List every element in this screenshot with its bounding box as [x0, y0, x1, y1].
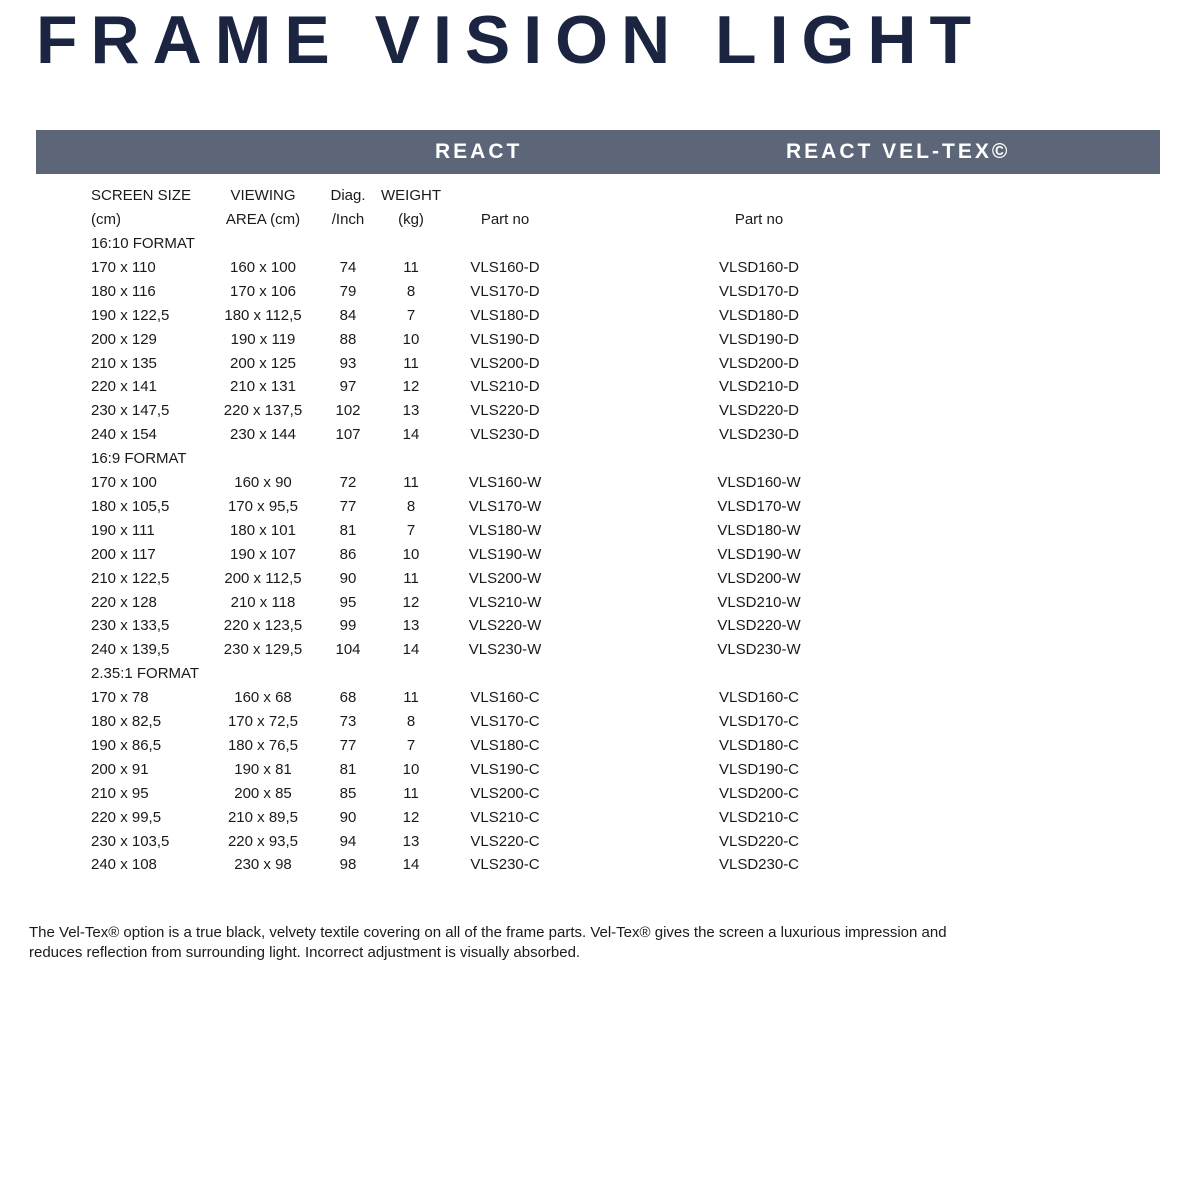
cell-part-no-react: VLS200-D [470, 354, 540, 372]
cell-part-no-veltex: VLSD230-D [718, 426, 800, 444]
cell-screen-size: 180 x 82,5 [91, 713, 162, 730]
cell-viewing-area: 220 x 93,5 [227, 832, 299, 850]
cell-diagonal: 84 [339, 306, 357, 324]
table-row [0, 280, 1200, 304]
cell-screen-size: 240 x 154 [91, 426, 157, 444]
cell-part-no-react: VLS160-D [470, 258, 540, 276]
cell-viewing-area: 170 x 106 [230, 282, 296, 300]
table-row [0, 614, 1200, 638]
table-row [0, 256, 1200, 280]
cell-weight: 14 [402, 426, 420, 444]
cell-weight: 7 [406, 521, 416, 539]
cell-part-no-veltex: VLSD190-W [717, 545, 801, 563]
cell-weight: 8 [406, 713, 416, 730]
cell-screen-size: 190 x 86,5 [91, 736, 162, 754]
cell-viewing-area: 200 x 85 [234, 784, 292, 802]
cell-part-no-react: VLS160-C [470, 689, 540, 707]
cell-part-no-veltex: VLSD210-D [718, 378, 800, 396]
cell-part-no-veltex: VLSD210-C [718, 808, 800, 826]
cell-screen-size: 210 x 122,5 [91, 569, 170, 587]
table-row [0, 710, 1200, 734]
cell-viewing-area: 200 x 112,5 [224, 569, 302, 587]
cell-viewing-area: 230 x 144 [230, 426, 296, 444]
cell-weight: 10 [402, 330, 420, 348]
cell-part-no-veltex: VLSD220-C [718, 832, 800, 850]
cell-part-no-veltex: VLSD180-D [718, 306, 800, 324]
cell-part-no-react: VLS210-W [468, 593, 542, 611]
cell-weight: 11 [403, 354, 419, 372]
page-title: FRAME VISION LIGHT [36, 2, 984, 78]
table-row [0, 495, 1200, 519]
cell-weight: 10 [402, 760, 420, 778]
table-row [0, 399, 1200, 423]
cell-part-no-react: VLS180-C [470, 736, 540, 754]
cell-screen-size: 230 x 133,5 [91, 617, 170, 635]
cell-part-no-react: VLS200-W [468, 569, 542, 587]
cell-part-no-veltex: VLSD200-D [718, 354, 800, 372]
cell-part-no-react: VLS210-D [470, 378, 540, 396]
table-row [0, 734, 1200, 758]
cell-part-no-react: VLS190-W [468, 545, 542, 563]
cell-viewing-area: 230 x 129,5 [223, 641, 303, 659]
cell-diagonal: 93 [339, 354, 357, 372]
format-heading: 16:10 FORMAT [91, 235, 195, 252]
cell-diagonal: 77 [339, 736, 357, 754]
header-screen-size: SCREEN SIZE [91, 187, 192, 204]
cell-screen-size: 230 x 103,5 [91, 832, 170, 850]
cell-part-no-veltex: VLSD180-C [718, 736, 800, 754]
cell-weight: 10 [402, 545, 420, 563]
cell-part-no-veltex: VLSD170-C [718, 713, 800, 730]
cell-viewing-area: 180 x 101 [230, 521, 296, 539]
cell-part-no-veltex: VLSD200-W [717, 569, 801, 587]
cell-part-no-react: VLS220-W [468, 617, 542, 635]
table-row [0, 567, 1200, 591]
header-diag: Diag. [330, 187, 366, 204]
table-row [0, 352, 1200, 376]
cell-weight: 8 [406, 497, 416, 515]
table-row [0, 686, 1200, 710]
cell-screen-size: 210 x 95 [91, 784, 149, 802]
cell-screen-size: 180 x 116 [91, 282, 156, 300]
table-row [0, 853, 1200, 877]
format-heading: 2.35:1 FORMAT [91, 665, 200, 683]
cell-screen-size: 170 x 78 [91, 689, 149, 707]
cell-diagonal: 72 [339, 474, 357, 491]
cell-weight: 12 [402, 593, 420, 611]
cell-viewing-area: 160 x 90 [234, 474, 292, 491]
cell-part-no-react: VLS170-D [470, 282, 540, 300]
cell-viewing-area: 160 x 100 [230, 258, 296, 276]
cell-part-no-veltex: VLSD160-C [718, 689, 800, 707]
cell-viewing-area: 180 x 76,5 [227, 736, 299, 754]
cell-diagonal: 74 [339, 258, 357, 276]
header-part-no-veltex: Part no [734, 211, 784, 228]
cell-viewing-area: 170 x 72,5 [227, 713, 299, 730]
cell-diagonal: 97 [339, 378, 357, 396]
table-row [0, 375, 1200, 399]
cell-weight: 13 [402, 832, 420, 850]
format-heading: 16:9 FORMAT [91, 450, 187, 468]
cell-diagonal: 90 [339, 808, 357, 826]
table-row [0, 806, 1200, 830]
table-row [0, 591, 1200, 615]
table-row [0, 423, 1200, 447]
cell-weight: 14 [402, 856, 420, 874]
cell-screen-size: 200 x 91 [91, 760, 149, 778]
table-row [0, 782, 1200, 806]
header-screen-unit: (cm) [91, 211, 121, 228]
cell-screen-size: 240 x 139,5 [91, 641, 170, 659]
veltex-note: The Vel-Tex® option is a true black, velvety textile covering on all of the frame parts. Vel-Tex® gives the screen a luxurious impression and reduces reflection from surrounding light. Incorrect adjustment is visually absorbed. [29, 924, 947, 961]
cell-diagonal: 98 [339, 856, 357, 874]
cell-part-no-veltex: VLSD190-C [718, 760, 800, 778]
cell-viewing-area: 160 x 68 [234, 689, 292, 707]
cell-viewing-area: 210 x 89,5 [227, 808, 299, 826]
cell-diagonal: 94 [339, 832, 357, 850]
cell-diagonal: 95 [339, 593, 357, 611]
table-row [0, 638, 1200, 662]
cell-part-no-veltex: VLSD180-W [717, 521, 801, 539]
cell-viewing-area: 190 x 81 [234, 760, 292, 778]
cell-weight: 7 [406, 306, 416, 324]
cell-weight: 11 [403, 258, 419, 276]
cell-weight: 14 [402, 641, 420, 659]
cell-diagonal: 81 [339, 521, 357, 539]
cell-viewing-area: 170 x 95,5 [227, 497, 299, 515]
cell-part-no-react: VLS210-C [470, 808, 540, 826]
cell-part-no-react: VLS230-W [468, 641, 542, 659]
table-row [0, 471, 1200, 495]
cell-part-no-veltex: VLSD210-W [717, 593, 801, 611]
cell-diagonal: 102 [335, 402, 361, 420]
cell-viewing-area: 180 x 112,5 [224, 306, 302, 324]
cell-weight: 7 [406, 736, 416, 754]
header-diag-unit: /Inch [331, 211, 365, 228]
cell-viewing-area: 200 x 125 [230, 354, 296, 372]
cell-diagonal: 88 [339, 330, 357, 348]
cell-viewing-area: 210 x 118 [230, 593, 296, 611]
cell-part-no-react: VLS170-C [470, 713, 540, 730]
cell-part-no-react: VLS180-D [470, 306, 540, 324]
cell-diagonal: 68 [339, 689, 357, 707]
table-row [0, 328, 1200, 352]
cell-diagonal: 79 [339, 282, 357, 300]
cell-viewing-area: 190 x 107 [230, 545, 296, 563]
table-row [0, 304, 1200, 328]
cell-screen-size: 220 x 141 [91, 378, 157, 396]
cell-part-no-veltex: VLSD220-W [717, 617, 801, 635]
banner-react-veltex-label: REACT VEL-TEX© [786, 140, 1011, 163]
header-viewing: VIEWING [230, 187, 296, 204]
table-row [0, 758, 1200, 782]
cell-part-no-react: VLS230-C [470, 856, 540, 874]
cell-part-no-veltex: VLSD200-C [718, 784, 800, 802]
cell-screen-size: 240 x 108 [91, 856, 157, 874]
cell-screen-size: 200 x 117 [91, 545, 156, 563]
cell-screen-size: 230 x 147,5 [91, 402, 170, 420]
cell-diagonal: 104 [335, 641, 361, 659]
banner-react-label: REACT [435, 140, 523, 163]
cell-viewing-area: 190 x 119 [230, 330, 296, 348]
cell-viewing-area: 210 x 131 [230, 378, 296, 396]
cell-weight: 11 [403, 784, 419, 802]
cell-part-no-veltex: VLSD220-D [718, 402, 800, 420]
cell-diagonal: 81 [339, 760, 357, 778]
cell-part-no-react: VLS170-W [468, 497, 542, 515]
cell-diagonal: 107 [335, 426, 361, 444]
cell-screen-size: 180 x 105,5 [91, 497, 170, 515]
table-row [0, 519, 1200, 543]
cell-weight: 13 [402, 617, 420, 635]
cell-viewing-area: 220 x 137,5 [223, 402, 303, 420]
cell-screen-size: 190 x 111 [91, 521, 155, 539]
cell-screen-size: 190 x 122,5 [91, 306, 170, 324]
cell-weight: 8 [406, 282, 416, 300]
cell-diagonal: 73 [339, 713, 357, 730]
cell-screen-size: 170 x 100 [91, 474, 157, 491]
cell-part-no-react: VLS180-W [468, 521, 542, 539]
cell-part-no-react: VLS190-D [470, 330, 540, 348]
cell-screen-size: 200 x 129 [91, 330, 157, 348]
cell-diagonal: 77 [339, 497, 357, 515]
cell-weight: 12 [402, 378, 420, 396]
cell-part-no-veltex: VLSD160-W [717, 474, 801, 491]
cell-part-no-veltex: VLSD160-D [718, 258, 800, 276]
cell-weight: 12 [402, 808, 420, 826]
cell-part-no-veltex: VLSD170-D [718, 282, 800, 300]
cell-diagonal: 85 [339, 784, 357, 802]
cell-screen-size: 170 x 110 [91, 258, 156, 276]
header-weight: WEIGHT [381, 187, 441, 204]
header-weight-unit: (kg) [398, 211, 424, 228]
column-group-banner [36, 130, 1160, 174]
cell-screen-size: 210 x 135 [91, 354, 157, 372]
cell-part-no-veltex: VLSD230-C [718, 856, 800, 874]
cell-weight: 11 [403, 569, 419, 587]
cell-part-no-react: VLS220-C [470, 832, 540, 850]
cell-part-no-react: VLS230-D [470, 426, 540, 444]
cell-screen-size: 220 x 128 [91, 593, 157, 611]
cell-weight: 11 [403, 474, 419, 491]
cell-weight: 13 [402, 402, 420, 420]
table-row [0, 830, 1200, 854]
cell-part-no-veltex: VLSD230-W [717, 641, 801, 659]
cell-part-no-veltex: VLSD170-W [717, 497, 801, 515]
cell-part-no-react: VLS200-C [470, 784, 540, 802]
cell-part-no-veltex: VLSD190-D [718, 330, 800, 348]
table-row [0, 543, 1200, 567]
cell-part-no-react: VLS160-W [468, 474, 542, 491]
cell-weight: 11 [403, 689, 419, 707]
cell-diagonal: 86 [339, 545, 357, 563]
cell-part-no-react: VLS190-C [470, 760, 540, 778]
header-viewing-area: AREA (cm) [225, 211, 301, 228]
header-part-no-react: Part no [480, 211, 530, 228]
cell-viewing-area: 230 x 98 [234, 856, 292, 874]
cell-part-no-react: VLS220-D [470, 402, 540, 420]
cell-screen-size: 220 x 99,5 [91, 808, 162, 826]
cell-viewing-area: 220 x 123,5 [223, 617, 303, 635]
cell-diagonal: 90 [339, 569, 357, 587]
cell-diagonal: 99 [339, 617, 357, 635]
